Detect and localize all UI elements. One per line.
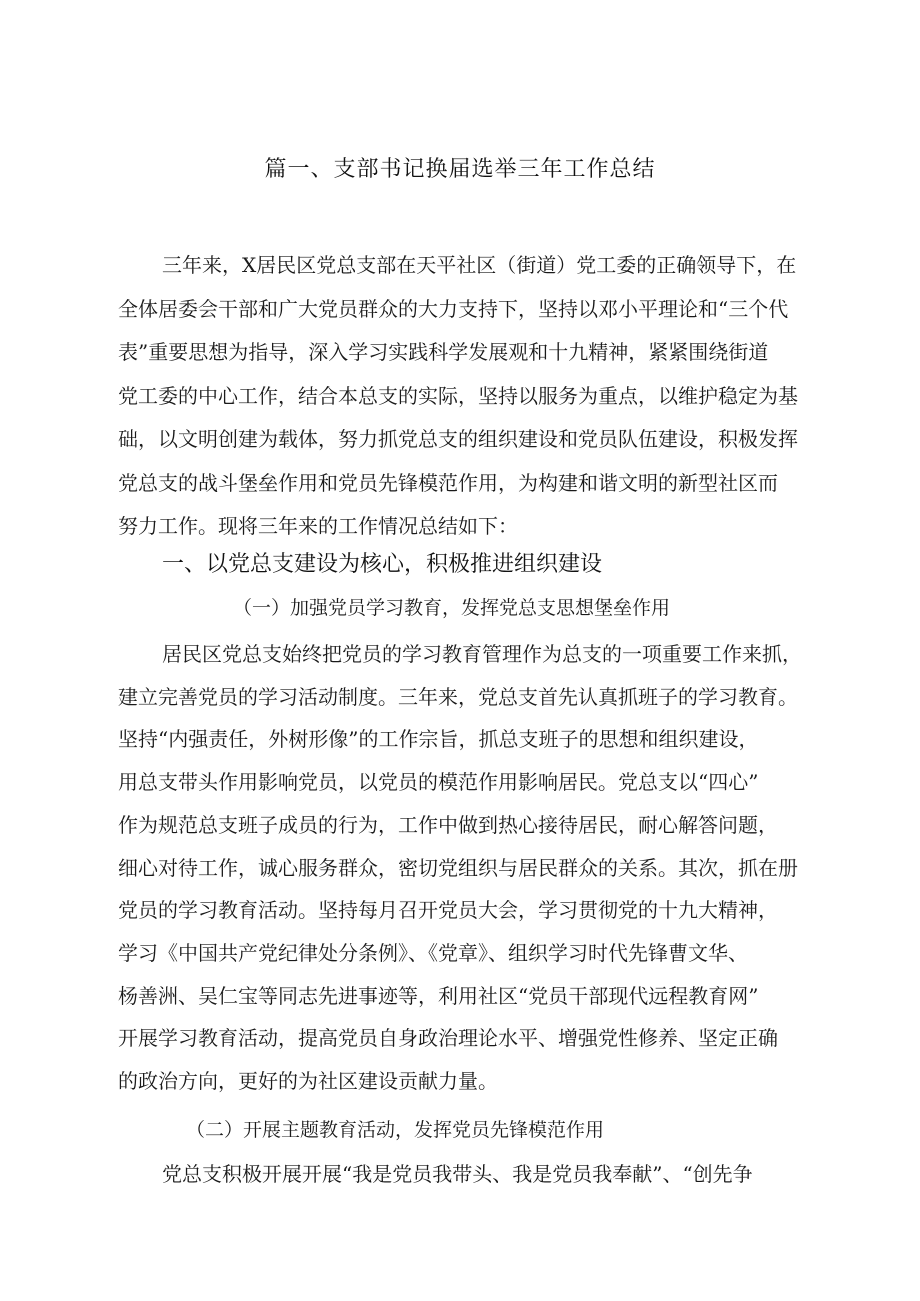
section1-heading: 一、以党总支建设为核心，积极推进组织建设 [162,552,603,577]
paragraph-line: 杨善洲、吴仁宝等同志先进事迹等，利用社区“党员干部现代远程教育网” [118,983,759,1008]
paragraph-line: 党员的学习教育活动。坚持每月召开党员大会，学习贯彻党的十九大精神， [118,898,778,923]
document-title: 篇一、支部书记换届选举三年工作总结 [264,157,656,182]
paragraph-line: 作为规范总支班子成员的行为，工作中做到热心接待居民，耐心解答问题， [118,812,778,837]
paragraph-line: 党总支的战斗堡垒作用和党员先锋模范作用，为构建和谐文明的新型社区而 [118,470,778,495]
paragraph-line: 党总支积极开展开展“我是党员我带头、我是党员我奉献”、“创先争 [162,1162,753,1186]
paragraph-line: 居民区党总支始终把党员的学习教育管理作为总支的一项重要工作来抓， [162,642,802,666]
paragraph-line: 开展学习教育活动，提高党员自身政治理论水平、增强党性修养、坚定正确 [118,1026,778,1051]
paragraph-line: 表”重要思想为指导，深入学习实践科学发展观和十九精神，紧紧围绕街道 [118,340,769,364]
paragraph-line: 建立完善党员的学习活动制度。三年来，党总支首先认真抓班子的学习教育。 [118,684,798,709]
paragraph-line: 努力工作。现将三年来的工作情况总结如下： [118,514,518,538]
paragraph-line: 党工委的中心工作，结合本总支的实际，坚持以服务为重点，以维护稳定为基 [118,383,798,408]
paragraph-line: 的政治方向，更好的为社区建设贡献力量。 [118,1069,498,1093]
subsection2-heading: （二）开展主题教育活动，发挥党员先锋模范作用 [186,1119,605,1141]
paragraph-line: 础，以文明创建为载体，努力抓党总支的组织建设和党员队伍建设，积极发挥 [118,427,798,451]
paragraph-line: 学习《中国共产党纪律处分条例》、《党章》、组织学习时代先锋曹文华、 [118,940,748,965]
paragraph-line: 细心对待工作，诚心服务群众，密切党组织与居民群众的关系。其次，抓在册 [118,855,798,880]
subsection1-heading: （一）加强党员学习教育，发挥党总支思想堡垒作用 [233,597,671,619]
paragraph-line: 全体居委会干部和广大党员群众的大力支持下，坚持以邓小平理论和“三个代 [118,296,789,321]
paragraph-line: 三年来，X居民区党总支部在天平社区（街道）党工委的正确领导下，在 [162,253,797,277]
paragraph-line: 坚持“内强责任，外树形像”的工作宗旨，抓总支班子的思想和组织建设， [118,727,759,752]
paragraph-line: 用总支带头作用影响党员，以党员的模范作用影响居民。党总支以“四心” [118,770,759,795]
